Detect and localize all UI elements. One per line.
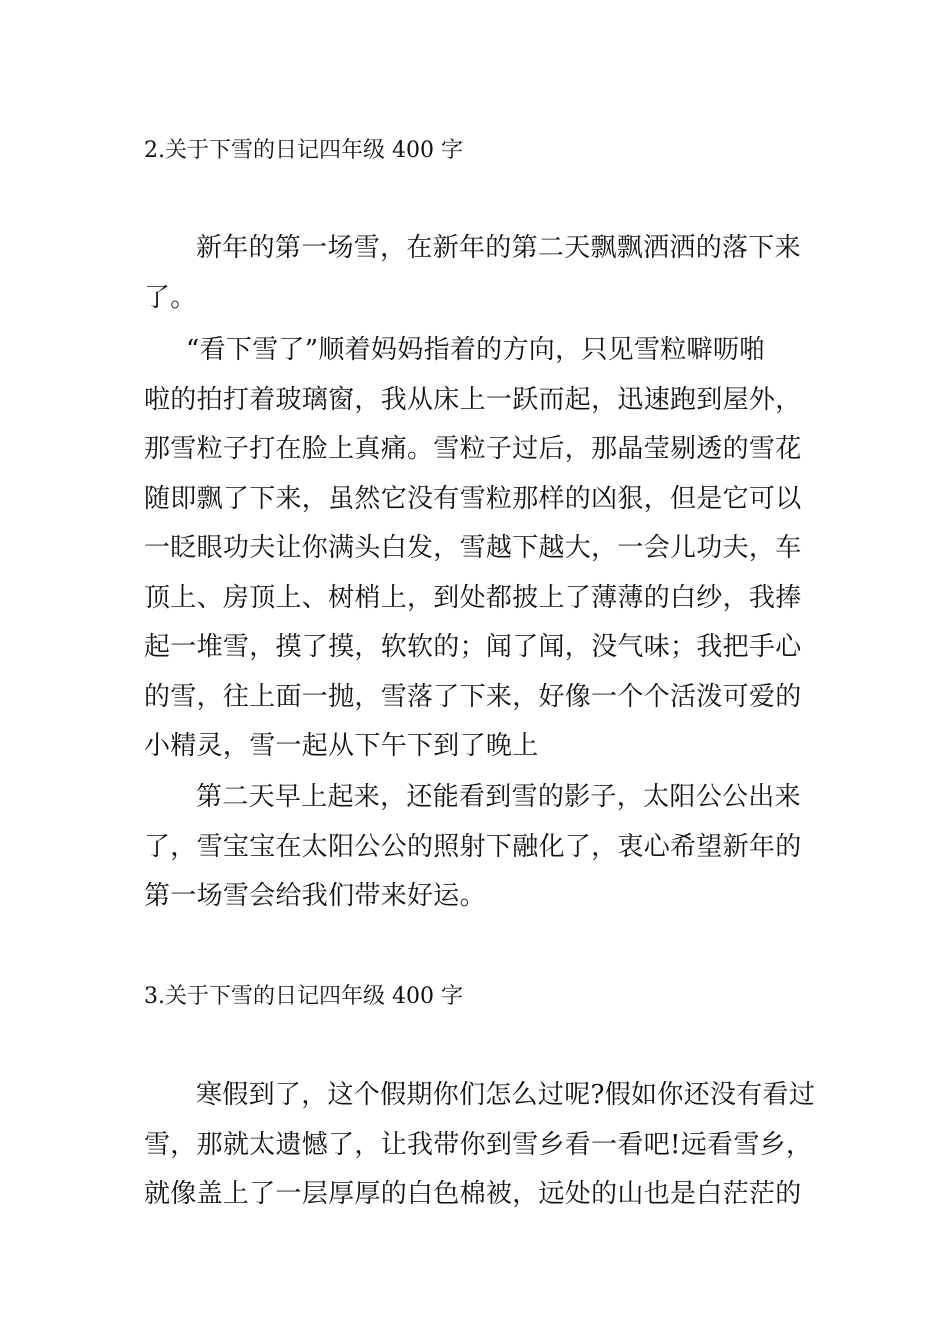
text-line: 了。 (144, 282, 197, 313)
text-line: “看下雪了”顺着妈妈指着的方向，只见雪粒噼呖啪 (186, 335, 766, 365)
section-heading-3: 3.关于下雪的日记四年级 400 字 (144, 984, 463, 1009)
text-line: 啦的拍打着玻璃窗，我从床上一跃而起，迅速跑到屋外， (144, 384, 802, 415)
text-line: 第二天早上起来，还能看到雪的影子，太阳公公出来 (196, 782, 801, 812)
paragraph-3 (144, 773, 808, 922)
text-line: 起一堆雪，摸了摸，软软的；闻了闻，没气味；我把手心 (144, 632, 802, 662)
text-line: 小精灵，雪一起从下午下到了晚上 (144, 731, 539, 761)
text-line: 随即飘了下来，虽然它没有雪粒那样的凶狠，但是它可以 (144, 483, 802, 514)
paragraph-4 (144, 1071, 816, 1220)
text-line: 雪，那就太遗憾了，让我带你到雪乡看一看吧!远看雪乡， (144, 1129, 813, 1160)
text-line: 第一场雪会给我们带来好运。 (144, 881, 486, 911)
paragraph-2 (144, 326, 808, 772)
text-line: 新年的第一场雪，在新年的第二天飘飘洒洒的落下来 (196, 233, 801, 263)
section-heading-2: 2.关于下雪的日记四年级 400 字 (144, 138, 463, 163)
text-line: 的雪，往上面一抛，雪落了下来，好像一个个活泼可爱的 (144, 681, 802, 712)
text-line: 一眨眼功夫让你满头白发，雪越下越大，一会儿功夫，车 (144, 533, 802, 563)
text-line: 顶上、房顶上、树梢上，到处都披上了薄薄的白纱，我捧 (144, 582, 802, 613)
text-line: 就像盖上了一层厚厚的白色棉被，远处的山也是白茫茫的 (144, 1179, 802, 1209)
text-line: 了，雪宝宝在太阳公公的照射下融化了，衷心希望新年的 (144, 831, 802, 862)
paragraph-1 (144, 224, 808, 323)
text-line: 那雪粒子打在脸上真痛。雪粒子过后，那晶莹剔透的雪花 (144, 434, 802, 464)
text-line: 寒假到了，这个假期你们怎么过呢?假如你还没有看过 (196, 1080, 816, 1110)
